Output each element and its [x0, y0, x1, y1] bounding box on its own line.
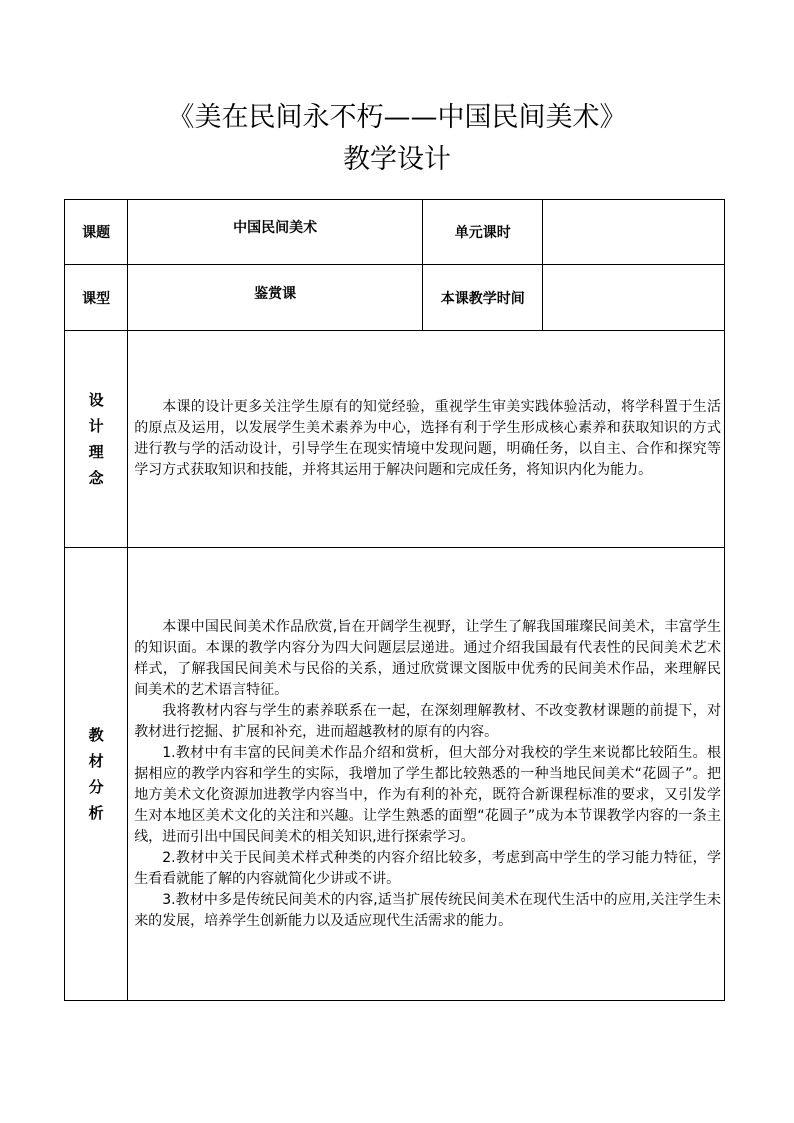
design-concept-content — [128, 331, 725, 548]
table-row-material-analysis — [65, 548, 725, 1001]
unit-hours-label: 单元课时 — [423, 200, 543, 265]
material-analysis-label-char: 分 — [88, 778, 104, 796]
design-concept-label-char: 念 — [88, 469, 104, 487]
material-analysis-label-char: 材 — [88, 752, 104, 770]
table-row-lesson-type — [65, 265, 725, 331]
material-analysis-paragraph: 本课中国民间美术作品欣赏,旨在开阔学生视野，让学生了解我国璀璨民间美术，丰富学生的知识面。本课的教学内容分为四大问题层层递进。通过介绍我国最有代表性的民间美术艺术样式，了解我国民间美术与民俗的关系，通过欣赏课文图版中优秀的民间美术作品，来理解民间美术的艺术语言特征。 — [134, 618, 721, 698]
document-subtitle: 教学设计 — [343, 144, 451, 175]
lesson-type-value-text: 鉴赏课 — [254, 285, 297, 302]
design-concept-label-char: 计 — [88, 417, 104, 435]
teaching-time-value — [543, 265, 725, 331]
material-analysis-paragraph: 3.教材中多是传统民间美术的内容,适当扩展传统民间美术在现代生活中的应用,关注学生未来的发展，培养学生创新能力以及适应现代生活需求的能力。 — [134, 891, 721, 929]
topic-value-text: 中国民间美术 — [233, 220, 318, 236]
material-analysis-content — [128, 548, 725, 1001]
material-analysis-label — [65, 548, 128, 1001]
lesson-type-value — [128, 265, 423, 331]
design-concept-label — [65, 331, 128, 548]
material-analysis-paragraph: 2.教材中关于民间美术样式种类的内容介绍比较多，考虑到高中学生的学习能力特征，学生看看就能了解的内容就简化少讲或不讲。 — [134, 849, 721, 887]
topic-label: 课题 — [65, 200, 128, 265]
table-row-design-concept — [65, 331, 725, 548]
table-row-topic — [65, 200, 725, 265]
lesson-design-table — [64, 199, 725, 1001]
material-analysis-paragraph: 1.教材中有丰富的民间美术作品介绍和赏析，但大部分对我校的学生来说都比较陌生。根据相应的教学内容和学生的实际，我增加了学生都比较熟悉的一种当地民间美术“花圆子”。把地方美术文化资源加进教学内容当中，作为有利的补充，既符合新课程标准的要求，又引发学生对本地区美术文化的关注和兴趣。让学生熟悉的面塑“花圆子”成为本节课教学内容的一条主线，进而引出中国民间美术的相关知识,进行探索学习。 — [134, 744, 721, 845]
material-analysis-paragraph: 我将教材内容与学生的素养联系在一起，在深刻理解教材、不改变教材课题的前提下，对教材进行挖掘、扩展和补充，进而超越教材的原有的内容。 — [134, 702, 721, 740]
teaching-time-label: 本课教学时间 — [423, 265, 543, 331]
lesson-type-label: 课型 — [65, 265, 128, 331]
material-analysis-label-char: 析 — [88, 804, 104, 822]
design-concept-paragraph: 本课的设计更多关注学生原有的知觉经验，重视学生审美实践体验活动，将学科置于生活的原点及运用，以发展学生美术素养为中心，选择有利于学生形成核心素养和获取知识的方式进行教与学的活动设计，引导学生在现实情境中发现问题，明确任务，以自主、合作和探究等学习方式获取知识和技能，并将其运用于解决问题和完成任务，将知识内化为能力。 — [134, 399, 721, 478]
design-concept-label-char: 理 — [88, 443, 104, 461]
document-title: 《美在民间永不朽——中国民间美术》 — [167, 102, 627, 133]
topic-value — [128, 200, 423, 265]
unit-hours-value — [543, 200, 725, 265]
design-concept-label-char: 设 — [88, 391, 104, 409]
material-analysis-label-char: 教 — [88, 726, 104, 744]
